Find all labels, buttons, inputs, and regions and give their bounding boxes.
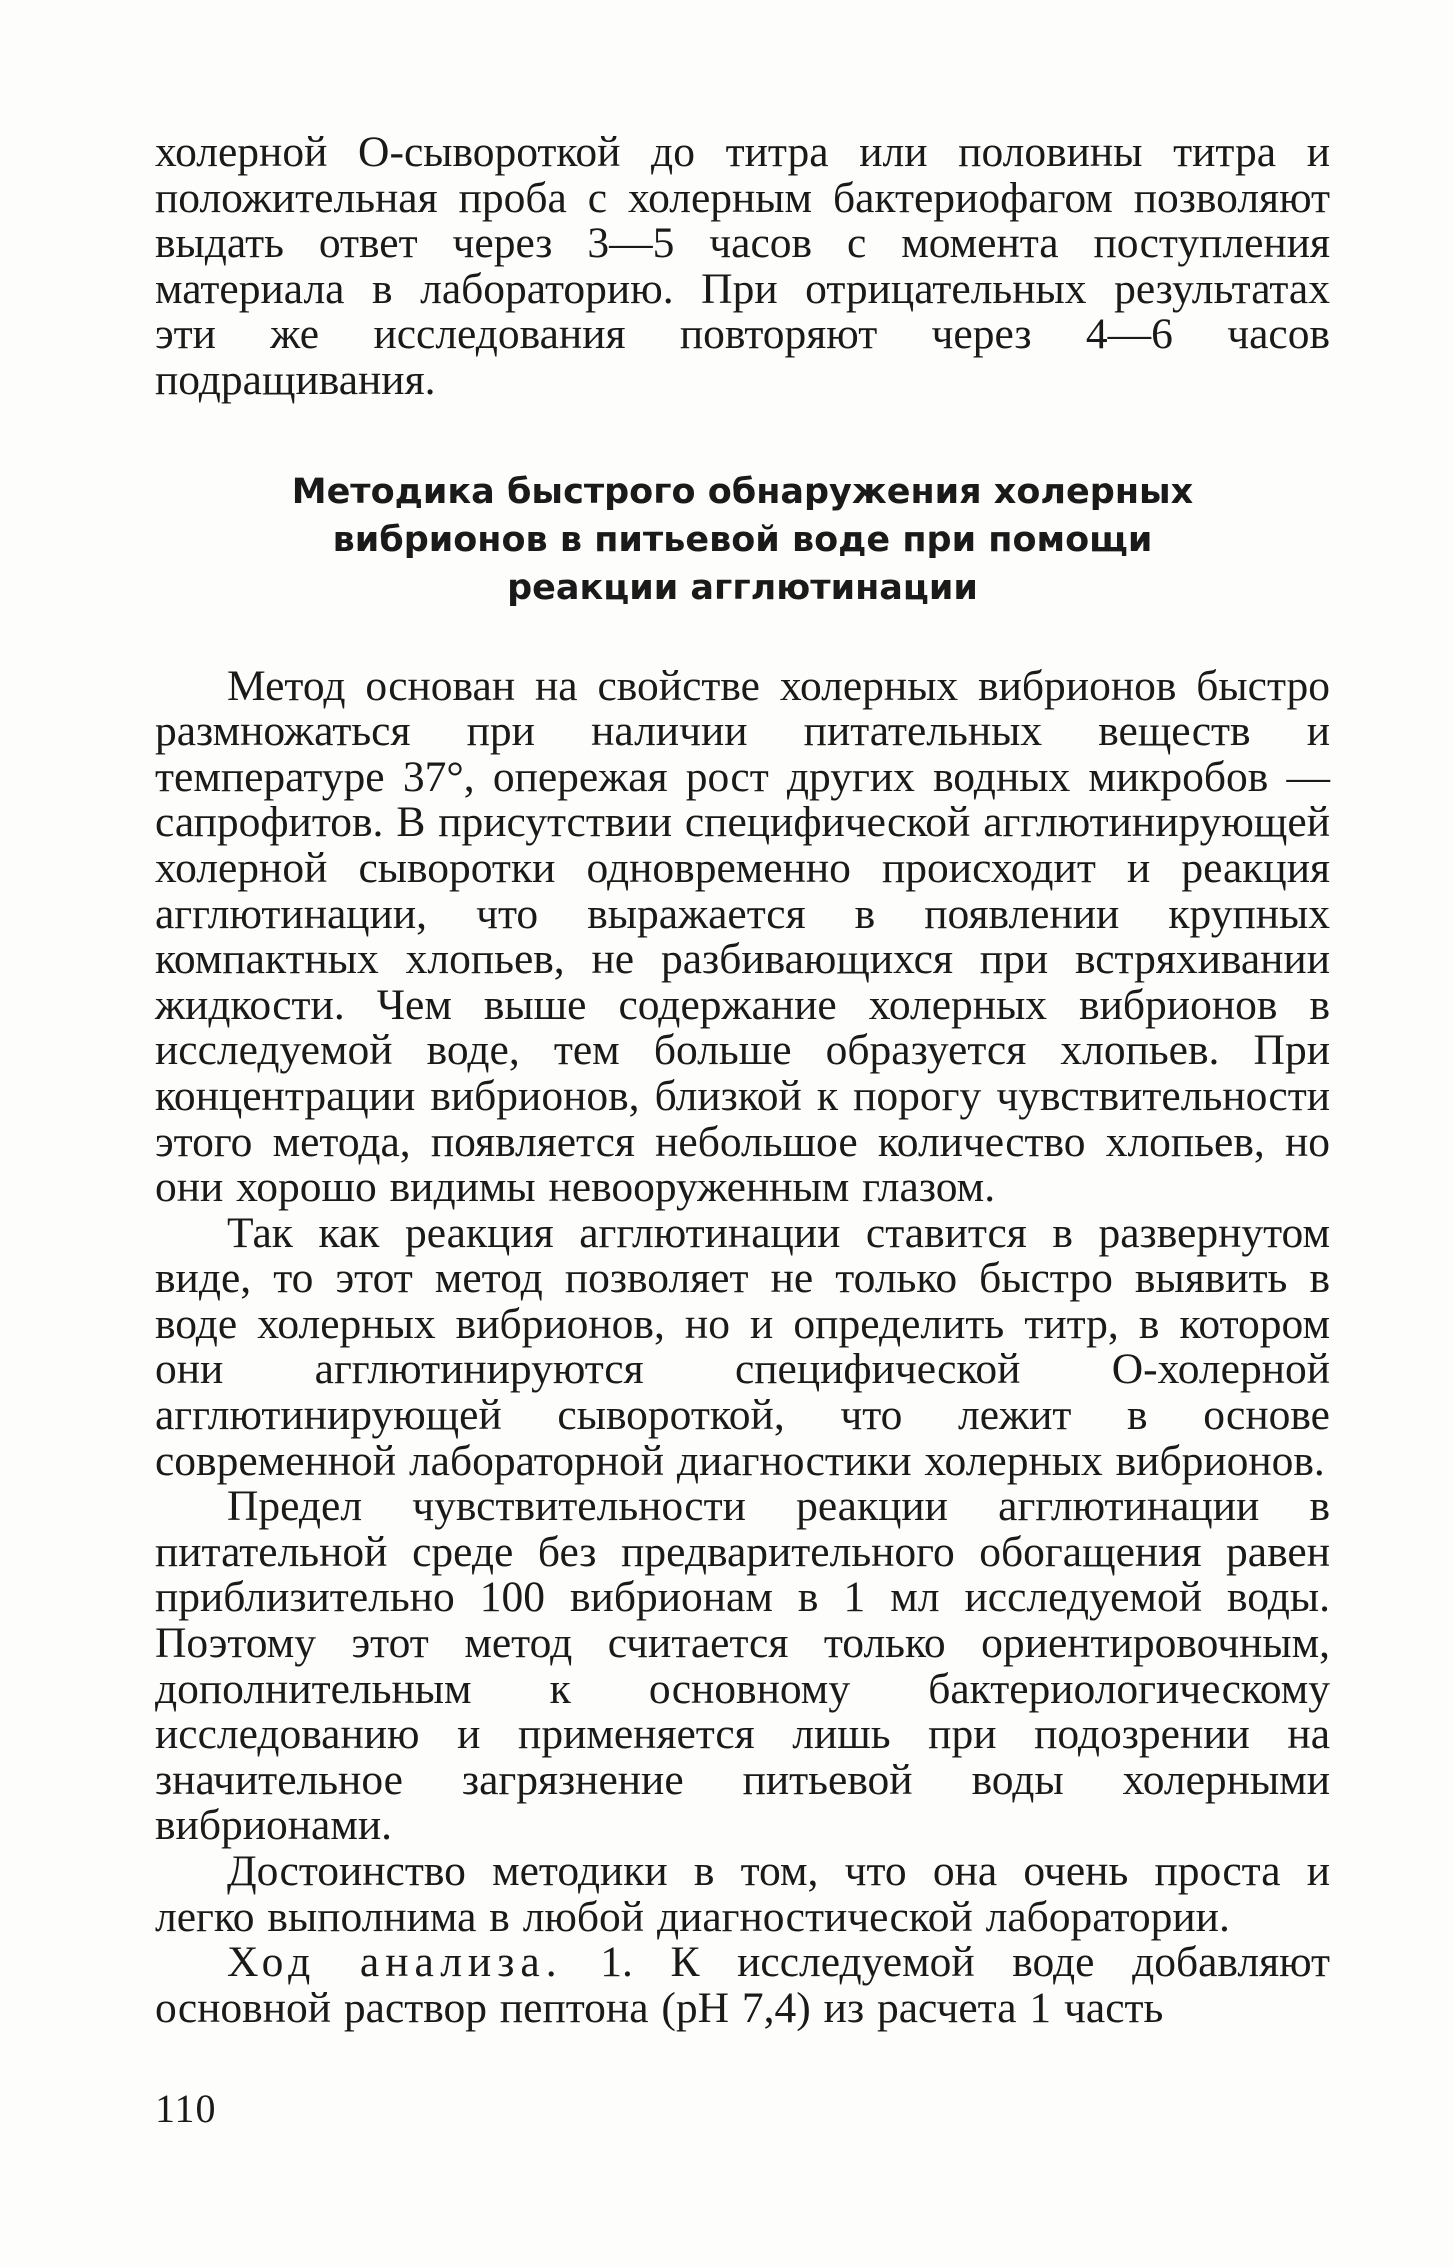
section-heading-line-3: реакции агглютинации (507, 567, 978, 608)
text-column (155, 130, 1330, 2031)
paragraph-method-basis: Метод основан на свойстве холерных вибрионов быстро размножаться при наличии питательных веществ и температуре 37°, опережая рост других водных микробов — сапрофитов. В присутствии специфической агглютинирующей холерной сыворотки одновременно происходит и реакция агглютинации, что выражается в появлении крупных компактных хлопьев, не разбивающихся при встряхивании жидкости. Чем выше содержание холерных вибрионов в исследуемой воде, тем больше образуется хлопьев. При концентрации вибрионов, близкой к порогу чувствительности этого метода, появляется небольшое количество хлопьев, но они хорошо видимы невооруженным глазом. (155, 661, 1330, 1212)
paragraph-titer: Так как реакция агглютинации ставится в развернутом виде, то этот метод позволяет не только быстро выявить в воде холерных вибрионов, но и определить титр, в котором они агглютинируются специфической О-холерной агглютинирующей сывороткой, что лежит в основе современной лабораторной диагностики холерных вибрионов. (155, 1208, 1330, 1485)
page-number: 110 (155, 2086, 217, 2131)
section-heading-line-1: Методика быстрого обнаружения холерных (291, 471, 1194, 512)
section-heading-line-2: вибрионов в питьевой воде при помощи (332, 519, 1153, 560)
paragraph-advantage: Достоинство методики в том, что она очень проста и легко выполнима в любой диагностической лаборатории. (155, 1847, 1330, 1941)
paragraph-analysis (155, 1940, 1330, 2031)
analysis-lead: Ход анализа. (227, 1938, 563, 1987)
section-heading (155, 468, 1330, 612)
opening-paragraph: холерной О-сывороткой до титра или половины титра и положительная проба с холерным бактериофагом позволяют выдать ответ через 3—5 часов с момента поступления материала в лабораторию. При отрицательных результатах эти же исследования повторяют через 4—6 часов подращивания. (155, 128, 1330, 404)
analysis-text: 1. К исследуемой воде добавляют основной раствор пептона (pH 7,4) из расчета 1 часть (155, 1938, 1331, 2032)
paragraph-sensitivity: Предел чувствительности реакции агглютинации в питательной среде без предварительного обогащения равен приблизительно 100 вибрионам в 1 мл исследуемой воды. Поэтому этот метод считается только ориентировочным, дополнительным к основному бактериологическому исследованию и применяется лишь при подозрении на значительное загрязнение питьевой воды холерными вибрионами. (155, 1482, 1330, 1850)
